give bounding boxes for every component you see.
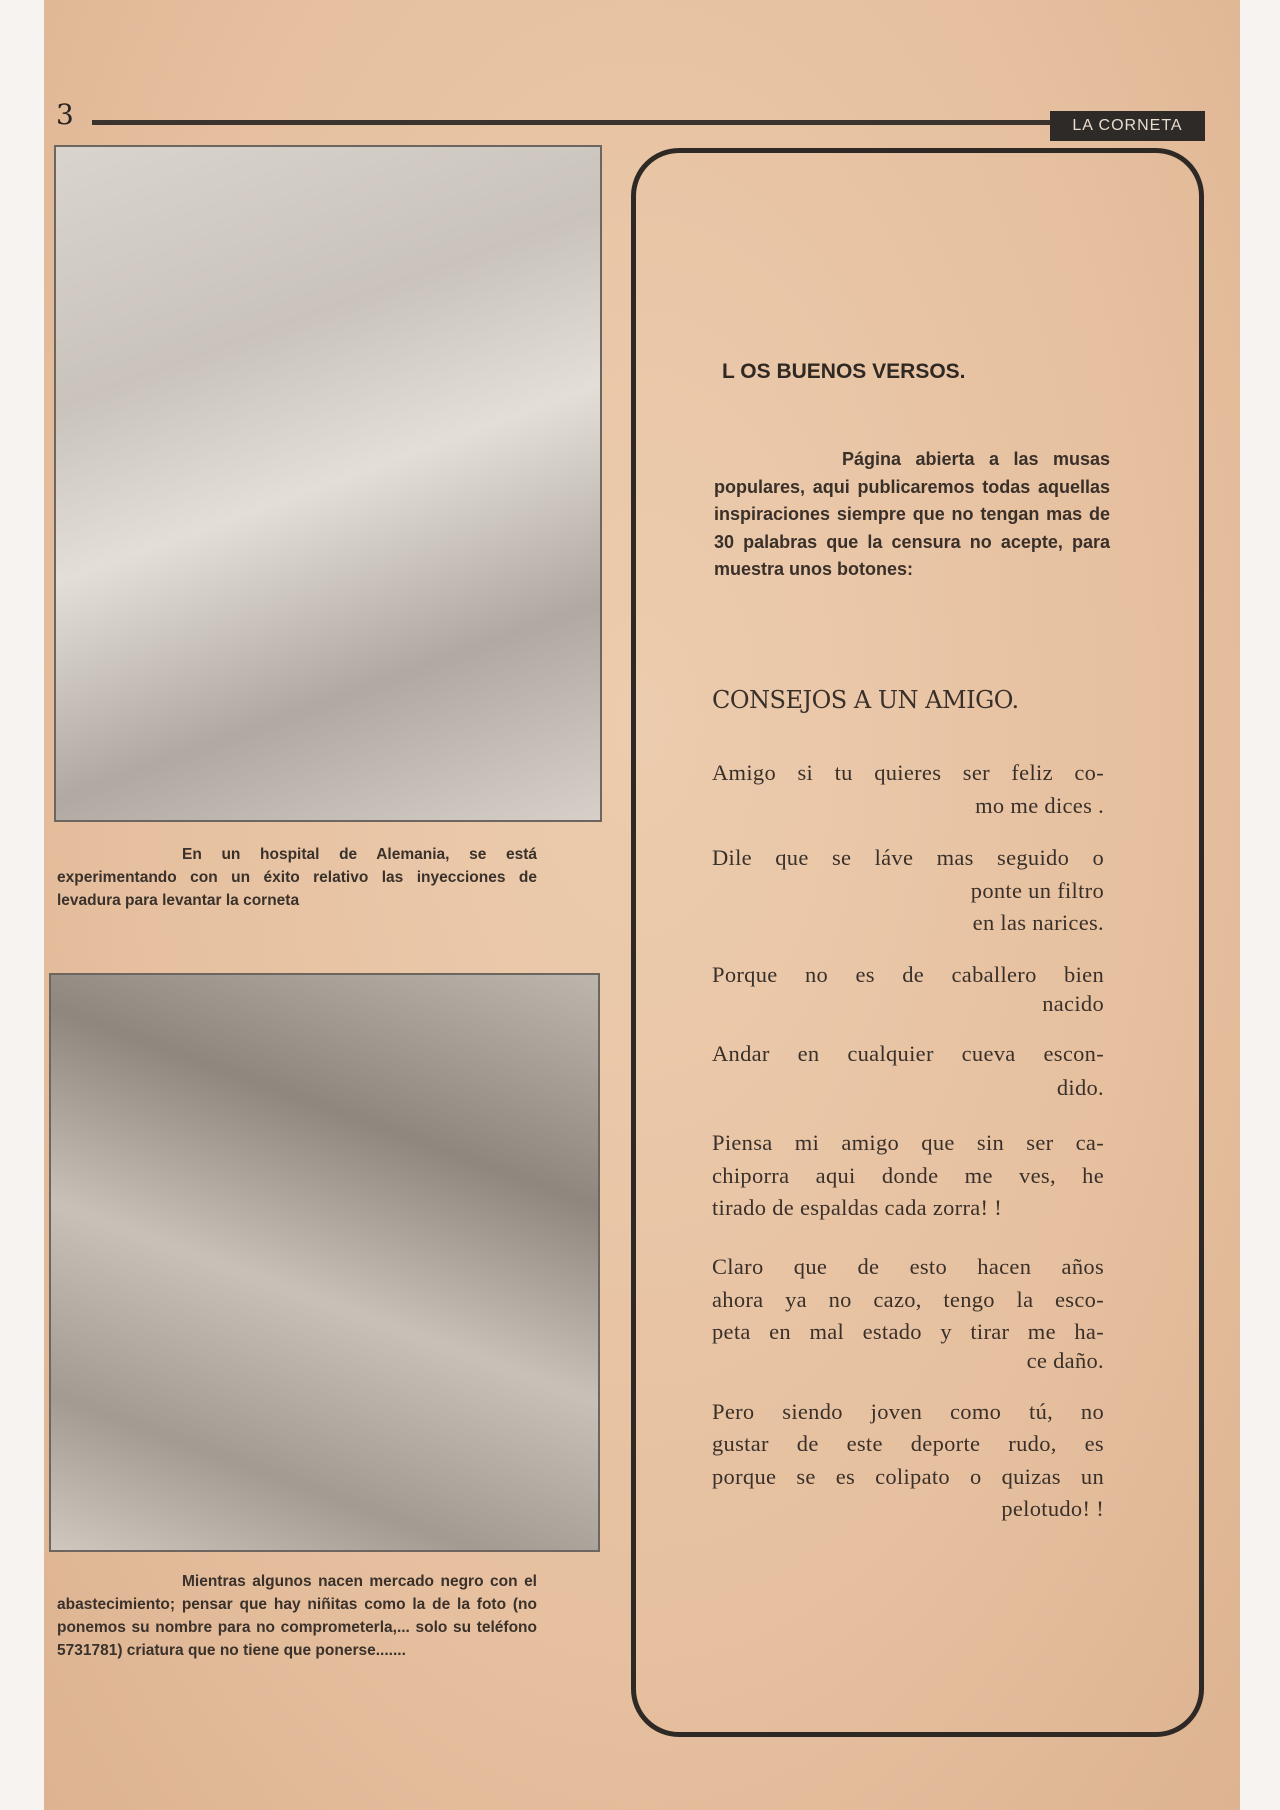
page-number: 3 bbox=[56, 98, 74, 131]
poem-line: Pero siendo joven como tú, no bbox=[712, 1399, 1104, 1424]
caption-woman-text: Mientras algunos nacen mercado negro con el abastecimiento; pensar que hay niñitas como la de la foto (no ponemos su nombre para no comprometerla,... solo su teléfono 5731781) criatura que no tiene que ponerse....... bbox=[57, 1573, 537, 1659]
masthead-label: LA CORNETA bbox=[1050, 111, 1205, 141]
poem-line: pelotudo! ! bbox=[1001, 1496, 1104, 1521]
caption-hospital bbox=[57, 843, 537, 912]
poem-line: chiporra aqui donde me ves, he bbox=[712, 1163, 1104, 1188]
poem-line: ce daño. bbox=[1026, 1348, 1104, 1373]
intro-paragraph bbox=[714, 446, 1110, 584]
poem-title: CONSEJOS A UN AMIGO. bbox=[712, 686, 1019, 714]
poem-line: nacido bbox=[1042, 991, 1104, 1016]
poem-line: dido. bbox=[1056, 1075, 1104, 1100]
photo-woman bbox=[49, 973, 600, 1552]
poem-line: ahora ya no cazo, tengo la esco- bbox=[712, 1287, 1104, 1312]
poem-line: ponte un filtro bbox=[970, 878, 1104, 903]
caption-hospital-text: En un hospital de Alemania, se está experimentando con un éxito relativo las inyecciones de levadura para levantar la corneta bbox=[57, 846, 537, 909]
poem-line: Amigo si tu quieres ser feliz co- bbox=[712, 760, 1104, 785]
caption-woman bbox=[57, 1570, 537, 1662]
poem-line: en las narices. bbox=[972, 910, 1104, 935]
poem-line: Andar en cualquier cueva escon- bbox=[712, 1041, 1104, 1066]
verses-box bbox=[631, 148, 1204, 1737]
poem-line: mo me dices . bbox=[975, 793, 1104, 818]
photo-hospital bbox=[54, 145, 602, 822]
section-title: L OS BUENOS VERSOS. bbox=[722, 360, 966, 383]
header-rule bbox=[92, 120, 1052, 125]
poem-line: Dile que se láve mas seguido o bbox=[712, 845, 1104, 870]
poem-line: Piensa mi amigo que sin ser ca- bbox=[712, 1130, 1104, 1155]
poem-line: Porque no es de caballero bien bbox=[712, 962, 1104, 987]
poem-line: gustar de este deporte rudo, es bbox=[712, 1431, 1104, 1456]
poem-line: peta en mal estado y tirar me ha- bbox=[712, 1319, 1104, 1344]
poem-line: Claro que de esto hacen años bbox=[712, 1254, 1104, 1279]
poem-line: porque se es colipato o quizas un bbox=[712, 1464, 1104, 1489]
poem-line: tirado de espaldas cada zorra! ! bbox=[712, 1195, 1003, 1220]
intro-text: Página abierta a las musas populares, aqui publicaremos todas aquellas inspiraciones siempre que no tengan mas de 30 palabras que la censura no acepte, para muestra unos botones: bbox=[714, 449, 1110, 579]
